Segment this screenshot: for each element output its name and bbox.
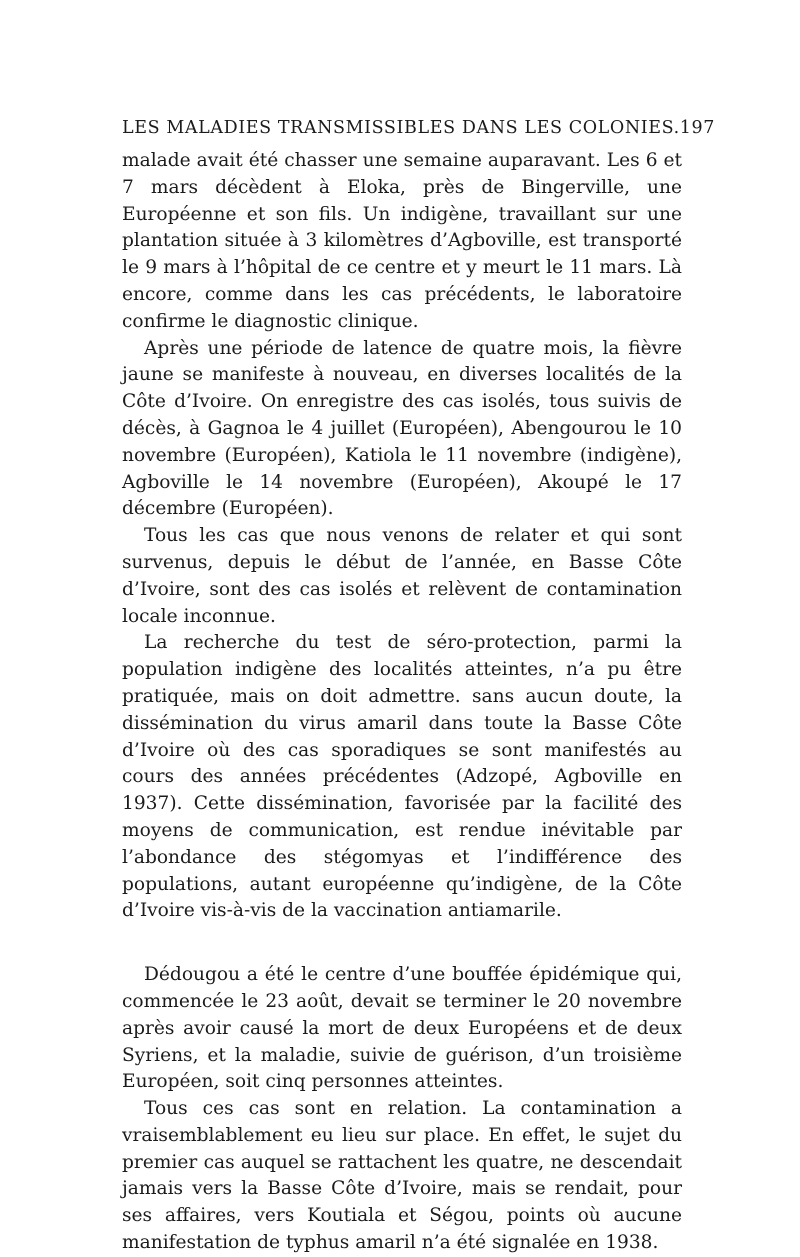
paragraph-6: Tous ces cas sont en relation. La contamination a vraisemblablement eu lieu sur place. En effet, le sujet du premier cas auquel se rattachent les quatre, ne descendait jamais vers la Basse Côte d’Ivoire, mais se rendait, pour ses affaires, vers Koutiala et Ségou, points où aucune manifestation de typhus amaril n’a été signalée en 1938. [122,1098,682,1254]
body-text [122,148,682,1257]
running-title: LES MALADIES TRANSMISSIBLES DANS LES COLONIES. [122,118,680,138]
paragraph-4: La recherche du test de séro-protection, parmi la population indigène des localités atteintes, n’a pu être pratiquée, mais on doit admettre. sans aucun doute, la dissémination du virus amaril dans toute la Basse Côte d’Ivoire où des cas sporadiques se sont manifestés au cours des années précédentes (Adzopé, Agboville en 1937). Cette dissémination, favorisée par la facilité des moyens de communication, est rendue inévitable par l’abondance des stégomyas et l’indifférence des populations, autant européenne qu’indigène, de la Côte d’Ivoire vis-à-vis de la vaccination antiamarile. [122,632,682,922]
paragraph-3: Tous les cas que nous venons de relater et qui sont survenus, depuis le début de l’année, en Basse Côte d’Ivoire, sont des cas isolés et relèvent de contamination locale inconnue. [122,525,682,627]
running-head [122,118,715,138]
section-break [122,925,682,962]
paragraph-2: Après une période de latence de quatre mois, la fièvre jaune se manifeste à nouveau, en diverses localités de la Côte d’Ivoire. On enregistre des cas isolés, tous suivis de décès, à Gagnoa le 4 juillet (Européen), Abengourou le 10 novembre (Européen), Katiola le 11 novembre (indigène), Agboville le 14 novembre (Européen), Akoupé le 17 décembre (Européen). [122,337,682,520]
page-number: 197 [679,118,715,138]
paragraph-5: Dédougou a été le centre d’une bouffée épidémique qui, commencée le 23 août, devait se terminer le 20 novembre après avoir causé la mort de deux Européens et de deux Syriens, et la maladie, suivie de guérison, d’un troisième Européen, soit cinq personnes atteintes. [122,964,682,1093]
paragraph-1: malade avait été chasser une semaine auparavant. Les 6 et 7 mars décèdent à Eloka, près de Bingerville, une Européenne et son fils. Un indigène, travaillant sur une plantation située à 3 kilomètres d’Agboville, est transporté le 9 mars à l’hôpital de ce centre et y meurt le 11 mars. Là encore, comme dans les cas précédents, le laboratoire confirme le diagnostic clinique. [122,150,682,332]
